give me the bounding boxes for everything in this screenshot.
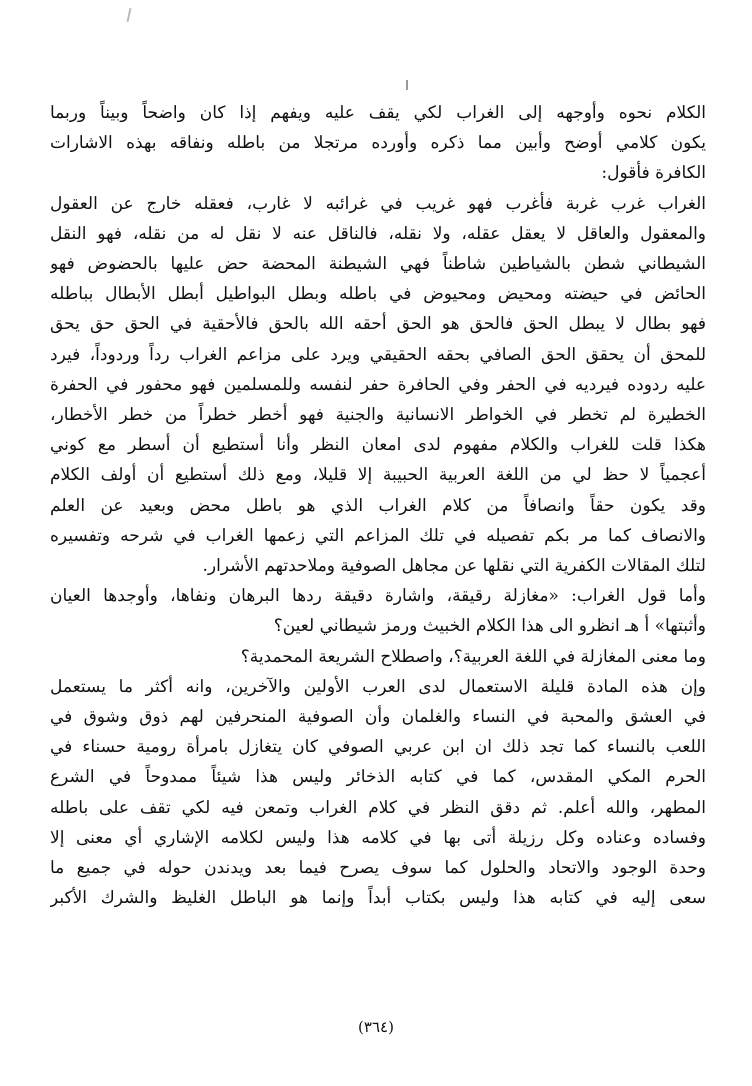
text-line: يكون كلامي أوضح وأبين مما ذكره وأورده مرتجلا من باطله ونفاقه بهذه الاشارات: [50, 133, 706, 154]
text-line: والانصاف كما مر بكم تفصيله في تلك المزاعم التي زعمها الغراب في شرحه وتفسيره: [50, 525, 706, 546]
text-line: عليه ردوده فيرديه في الحفر وفي الحافرة حفر لنفسه وللمسلمين فهو محفور في الحفرة: [50, 374, 706, 395]
scan-artifact: [127, 8, 132, 22]
page-number: (٣٦٤): [358, 1018, 394, 1036]
text-line: الكلام نحوه وأوجهه إلى الغراب لكي يقف عليه ويفهم إذا كان واضحاً وبيناً وربما: [50, 103, 706, 123]
body-text: [50, 98, 706, 913]
text-line: فهو بطال لا يبطل الحق فالحق هو الحق أحقه الله بالحق فالأحقية في الحق حق يحق: [50, 314, 706, 335]
text-line: سعى إليه في كتابه هذا وليس بكتاب أبداً وإنما هو الباطل الغليظ والشرك الأكبر: [50, 888, 706, 909]
text-line: وقد يكون حقاً وانصافاً من كلام الغراب الذي هو باطل محض وبعيد عن العلم: [50, 495, 706, 516]
text-line: وإن هذه المادة قليلة الاستعمال لدى العرب الأولين والآخرين، وانه أكثر ما يستعمل: [50, 676, 706, 697]
text-line: الغراب غرب غربة فأغرب فهو غريب في غرائبه لا غارب، فعقله خارج عن العقول: [50, 193, 706, 214]
scan-artifact: [406, 80, 408, 90]
text-line: الحائض في حيضته ومحيض ومحيوض في باطله وبطل البواطيل أبطل الأبطال بباطله: [50, 284, 706, 305]
text-line: المطهر، والله أعلم. ثم دقق النظر في كلام الغراب وتمعن فيه لكي تقف على باطله: [50, 797, 706, 818]
text-line: أعجمياً لا حظ لي من اللغة العربية الحبيبة إلا قليلا، ومع ذلك أستطيع أن أولف الكلام: [50, 465, 706, 486]
text-line: في العشق والمحبة في النساء والغلمان وأن الصوفية المنحرفين لهم ذوق وشوق في: [50, 707, 706, 728]
text-line: الخطيرة لم تخطر في الخواطر الانسانية والجنية فهو أخطر خطراً من خطر الأخطار،: [50, 405, 706, 426]
text-line: وما معنى المغازلة في اللغة العربية؟، واصطلاح الشريعة المحمدية؟: [240, 646, 706, 667]
text-line: وأثبتها» أ هـ انظرو الى هذا الكلام الخبيث ورمز شيطاني لعين؟: [273, 616, 706, 637]
text-line: الحرم المكي المقدس، كما في كتابه الذخائر وليس هذا شيئاً ممدوحاً في الشرع: [50, 767, 706, 788]
text-line: وحدة الوجود والاتحاد والحلول كما سوف يصرح فيما بعد ويدندن حوله في جميع ما: [50, 858, 706, 879]
text-line: اللعب بالنساء كما تجد ذلك ان ابن عربي الصوفي كان يتغازل بامرأة رومية حسناء في: [50, 737, 706, 758]
text-line: لتلك المقالات الكفرية التي نقلها عن مجاهل الصوفية وملاحدتهم الأشرار.: [202, 556, 706, 577]
text-line: والمعقول والعاقل لا يعقل عقله، ولا نقله، فالناقل عنه لا نقل له من نقله، فهو النقل: [50, 223, 706, 244]
text-line: هكذا قلت للغراب والكلام مفهوم لدى امعان النظر وأنا أستطيع أن أسطر مع كوني: [50, 435, 706, 456]
text-line: وأما قول الغراب: «مغازلة رقيقة، واشارة دقيقة ردها البرهان ونفاها، وأوجدها العيان: [50, 586, 706, 607]
text-line: للمحق أن يحقق الحق الصافي بحقه الحقيقي ويرد على مزاعم الغراب رداً وردوداً، فيرد: [50, 344, 706, 365]
text-line: الشيطاني شطن بالشياطين شاطناً فهي الشيطنة المحضة حض عليها بالحضوض فهو: [50, 254, 706, 275]
text-line: الكافرة فأقول:: [601, 163, 706, 184]
text-line: وفساده وعناده وكل رزيلة أتى بها في كلامه هذا وليس لكلامه الإشاري أي معنى إلا: [50, 827, 706, 848]
